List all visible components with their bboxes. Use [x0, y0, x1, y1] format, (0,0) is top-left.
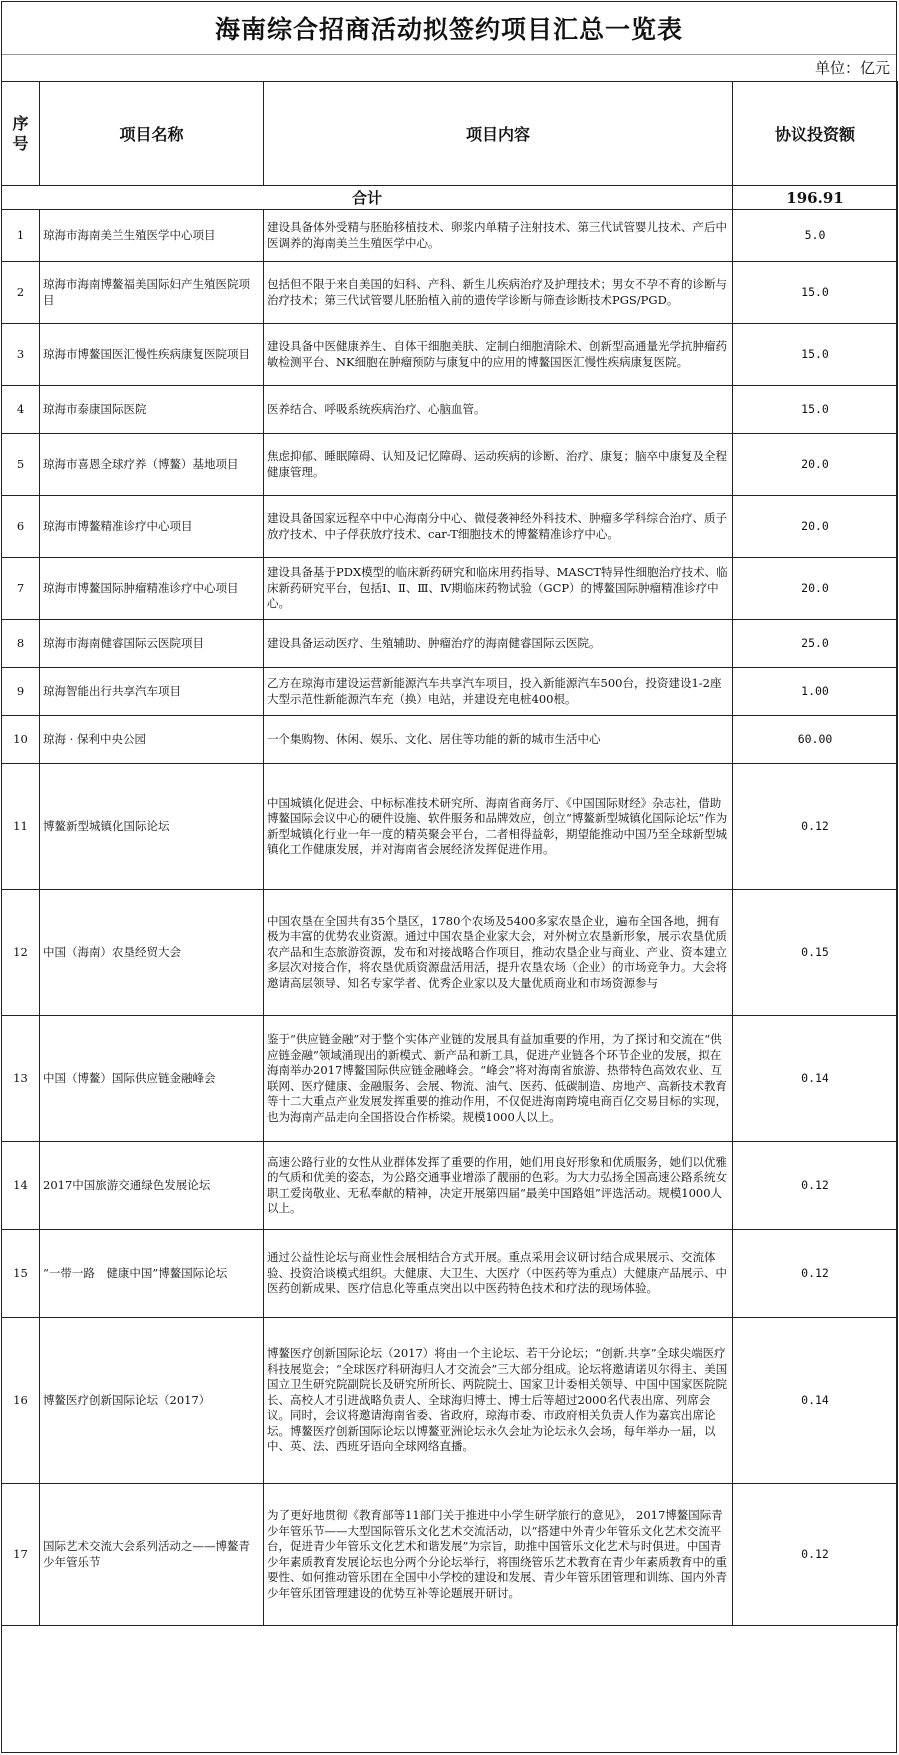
row-content: 建设具备中医健康养生、自体干细胞美肤、定制白细胞清除术、创新型高通量光学抗肿瘤药敏检测平台、NK细胞在肿瘤预防与康复中的应用的博鳌国医汇慢性疾病康复医院。	[264, 324, 733, 386]
row-no: 2	[2, 262, 40, 324]
row-name: 琼海市泰康国际医院	[40, 386, 264, 434]
table-row	[2, 1230, 898, 1318]
row-amount: 20.0	[733, 558, 898, 620]
row-amount: 20.0	[733, 496, 898, 558]
row-content: 医养结合、呼吸系统疾病治疗、心脑血管。	[264, 386, 733, 434]
row-amount: 15.0	[733, 262, 898, 324]
row-name: 琼海市海南博鳌福美国际妇产生殖医院项目	[40, 262, 264, 324]
header-content: 项目内容	[264, 82, 733, 186]
row-amount: 15.0	[733, 386, 898, 434]
table-row	[2, 1484, 898, 1626]
header-no-text: 序号	[12, 113, 29, 153]
row-no: 9	[2, 668, 40, 716]
row-name: 国际艺术交流大会系列活动之——博鳌青少年管乐节	[40, 1484, 264, 1626]
row-name: 中国（博鳌）国际供应链金融峰会	[40, 1016, 264, 1142]
row-amount: 20.0	[733, 434, 898, 496]
table-row	[2, 668, 898, 716]
row-content: 建设具备体外受精与胚胎移植技术、卵浆内单精子注射技术、第三代试管婴儿技术、产后中医调养的海南美兰生殖医学中心。	[264, 210, 733, 262]
row-name: “一带一路 健康中国”博鳌国际论坛	[40, 1230, 264, 1318]
row-no: 14	[2, 1142, 40, 1230]
page-title: 海南综合招商活动拟签约项目汇总一览表	[2, 2, 896, 55]
row-content: 博鳌医疗创新国际论坛（2017）将由一个主论坛、若干分论坛；“创新.共享”全球尖端医疗科技展览会；“全球医疗科研海归人才交流会”三大部分组成。论坛将邀请诺贝尔得主、美国国立卫生研究院副院长及研究所所长、两院院士、国家卫计委相关领导、中国中国家医院院长、高校人才引进战略负责人、全球海归博士、博士后等超过2000名代表出席、列席会议。同时，会议将邀请海南省委、省政府，琼海市委、市政府相关负责人作为嘉宾出席论坛。博鳌医疗创新国际论坛以博鳌亚洲论坛永久会址为论坛永久会场，每年举办一届，以中、英、法、西班牙语向全球网络直播。	[264, 1318, 733, 1484]
table-row	[2, 386, 898, 434]
row-content: 建设具备运动医疗、生殖辅助、肿瘤治疗的海南健睿国际云医院。	[264, 620, 733, 668]
row-content: 一个集购物、休闲、娱乐、文化、居住等功能的新的城市生活中心	[264, 716, 733, 764]
row-amount: 0.12	[733, 1230, 898, 1318]
row-amount: 5.0	[733, 210, 898, 262]
table-row	[2, 262, 898, 324]
row-name: 琼海市海南美兰生殖医学中心项目	[40, 210, 264, 262]
header-name: 项目名称	[40, 82, 264, 186]
row-no: 6	[2, 496, 40, 558]
row-content: 建设具备国家远程卒中中心海南分中心、微侵袭神经外科技术、肿瘤多学科综合治疗、质子放疗技术、中子俘获放疗技术、car-T细胞技术的博鳌精准诊疗中心。	[264, 496, 733, 558]
table-row	[2, 1142, 898, 1230]
total-label: 合计	[2, 186, 733, 210]
row-no: 13	[2, 1016, 40, 1142]
row-no: 15	[2, 1230, 40, 1318]
row-amount: 0.14	[733, 1016, 898, 1142]
row-name: 博鳌医疗创新国际论坛（2017）	[40, 1318, 264, 1484]
row-content: 通过公益性论坛与商业性会展相结合方式开展。重点采用会议研讨结合成果展示、交流体验、投资洽谈模式组织。大健康、大卫生、大医疗（中医药等为重点）大健康产品展示、中医药创新成果、医疗信息化等重点突出以中医药特色技术和疗法的现场体验。	[264, 1230, 733, 1318]
table-row	[2, 890, 898, 1016]
header-amount: 协议投资额	[733, 82, 898, 186]
row-no: 8	[2, 620, 40, 668]
row-name: 琼海市海南健睿国际云医院项目	[40, 620, 264, 668]
total-value: 196.91	[733, 186, 898, 210]
table-row	[2, 1318, 898, 1484]
row-name: 2017中国旅游交通绿色发展论坛	[40, 1142, 264, 1230]
summary-sheet	[1, 1, 897, 1753]
row-no: 10	[2, 716, 40, 764]
row-name: 琼海市博鳌国际肿瘤精准诊疗中心项目	[40, 558, 264, 620]
row-no: 5	[2, 434, 40, 496]
table-row	[2, 434, 898, 496]
row-name: 博鳌新型城镇化国际论坛	[40, 764, 264, 890]
row-amount: 60.00	[733, 716, 898, 764]
row-no: 11	[2, 764, 40, 890]
row-no: 3	[2, 324, 40, 386]
table-row	[2, 764, 898, 890]
unit-label: 单位：亿元	[814, 59, 890, 77]
row-content: 焦虑抑郁、睡眠障碍、认知及记忆障碍、运动疾病的诊断、治疗、康复；脑卒中康复及全程健康管理。	[264, 434, 733, 496]
row-content: 乙方在琼海市建设运营新能源汽车共享汽车项目，投入新能源汽车500台，投资建设1-2座大型示范性新能源汽车充（换）电站，并建设充电桩400根。	[264, 668, 733, 716]
row-no: 16	[2, 1318, 40, 1484]
row-amount: 25.0	[733, 620, 898, 668]
row-content: 包括但不限于来自美国的妇科、产科、新生儿疾病治疗及护理技术；男女不孕不育的诊断与治疗技术；第三代试管婴儿胚胎植入前的遗传学诊断与筛查诊断技术PGS/PGD。	[264, 262, 733, 324]
row-content: 中国农垦在全国共有35个垦区，1780个农场及5400多家农垦企业，遍布全国各地，拥有极为丰富的优势农业资源。通过中国农垦企业家大会，对外树立农垦新形象，展示农垦优质农产品和生态旅游资源，发布和对接战略合作项目，推动农垦企业与商业、产业、资本建立多层次对接合作，将农垦优质资源盘活用活，提升农垦农场（企业）的市场竞争力。大会将邀请高层领导、知名专家学者、优秀企业家以及大量优质商业和市场资源参与	[264, 890, 733, 1016]
row-no: 17	[2, 1484, 40, 1626]
table-row	[2, 558, 898, 620]
row-no: 12	[2, 890, 40, 1016]
row-content: 高速公路行业的女性从业群体发挥了重要的作用，她们用良好形象和优质服务，她们以优雅的气质和优美的姿态，为公路交通事业增添了靓丽的色彩。为大力弘扬全国高速公路系统女职工爱岗敬业、无私奉献的精神，决定开展第四届“最美中国路姐”评选活动。规模1000人以上。	[264, 1142, 733, 1230]
row-amount: 0.12	[733, 1484, 898, 1626]
row-amount: 0.14	[733, 1318, 898, 1484]
row-name: 琼海市博鳌精准诊疗中心项目	[40, 496, 264, 558]
row-amount: 0.15	[733, 890, 898, 1016]
row-no: 7	[2, 558, 40, 620]
header-no	[2, 82, 40, 186]
table-row	[2, 1016, 898, 1142]
table-row	[2, 620, 898, 668]
table-row	[2, 496, 898, 558]
table-row	[2, 716, 898, 764]
row-name: 琼海市喜恩全球疗养（博鳌）基地项目	[40, 434, 264, 496]
projects-table	[1, 81, 898, 1626]
row-amount: 15.0	[733, 324, 898, 386]
row-content: 为了更好地贯彻《教育部等11部门关于推进中小学生研学旅行的意见》， 2017博鳌国际青少年管乐节——大型国际管乐文化艺术交流活动，以“搭建中外青少年管乐文化艺术交流平台，促进青少年管乐文化艺术和谐发展”为宗旨，助推中国管乐文化艺术与时俱进。中国青少年素质教育发展论坛也分两个分论坛举行，将围绕管乐艺术教育在青少年素质教育中的重要性、如何推动管乐团在全国中小学校的建设和发展、青少年管乐团管理和训练、国内外青少年管乐团管理建设的优势互补等论题展开研讨。	[264, 1484, 733, 1626]
table-row	[2, 210, 898, 262]
row-amount: 0.12	[733, 1142, 898, 1230]
row-no: 1	[2, 210, 40, 262]
row-name: 琼海智能出行共享汽车项目	[40, 668, 264, 716]
table-header-row	[2, 82, 898, 186]
total-row	[2, 186, 898, 210]
row-no: 4	[2, 386, 40, 434]
row-amount: 0.12	[733, 764, 898, 890]
row-content: 中国城镇化促进会、中标标准技术研究所、海南省商务厅、《中国国际财经》杂志社，借助博鳌国际会议中心的硬件设施、软件服务和品牌效应，创立“博鳌新型城镇化国际论坛”作为新型城镇化行业一年一度的精英聚会平台，二者相得益彰，期望能推动中国乃至全球新型城镇化工作健康发展，并对海南省会展经济发挥促进作用。	[264, 764, 733, 890]
row-name: 琼海 · 保利中央公园	[40, 716, 264, 764]
row-name: 琼海市博鳌国医汇慢性疾病康复医院项目	[40, 324, 264, 386]
row-content: 鉴于“供应链金融”对于整个实体产业链的发展具有益加重要的作用，为了探讨和交流在“供应链金融”领域涌现出的新模式、新产品和新工具，促进产业链各个环节企业的发展，拟在海南举办2017博鳌国际供应链金融峰会。“峰会”将对海南省旅游、热带特色高效农业、互联网、医疗健康、金融服务、会展、物流、油气、医药、低碳制造、房地产、高新技术教育等十二大重点产业发展发挥重要的推动作用，不仅促进海南跨境电商百亿交易目标的实现，也为海南产品走向全国搭设合作桥梁。规模1000人以上。	[264, 1016, 733, 1142]
table-row	[2, 324, 898, 386]
row-amount: 1.00	[733, 668, 898, 716]
row-name: 中国（海南）农垦经贸大会	[40, 890, 264, 1016]
row-content: 建设具备基于PDX模型的临床新药研究和临床用药指导、MASCT特异性细胞治疗技术、临床新药研究平台，包括Ⅰ、Ⅱ、Ⅲ、Ⅳ期临床药物试验（GCP）的博鳌国际肿瘤精准诊疗中心。	[264, 558, 733, 620]
